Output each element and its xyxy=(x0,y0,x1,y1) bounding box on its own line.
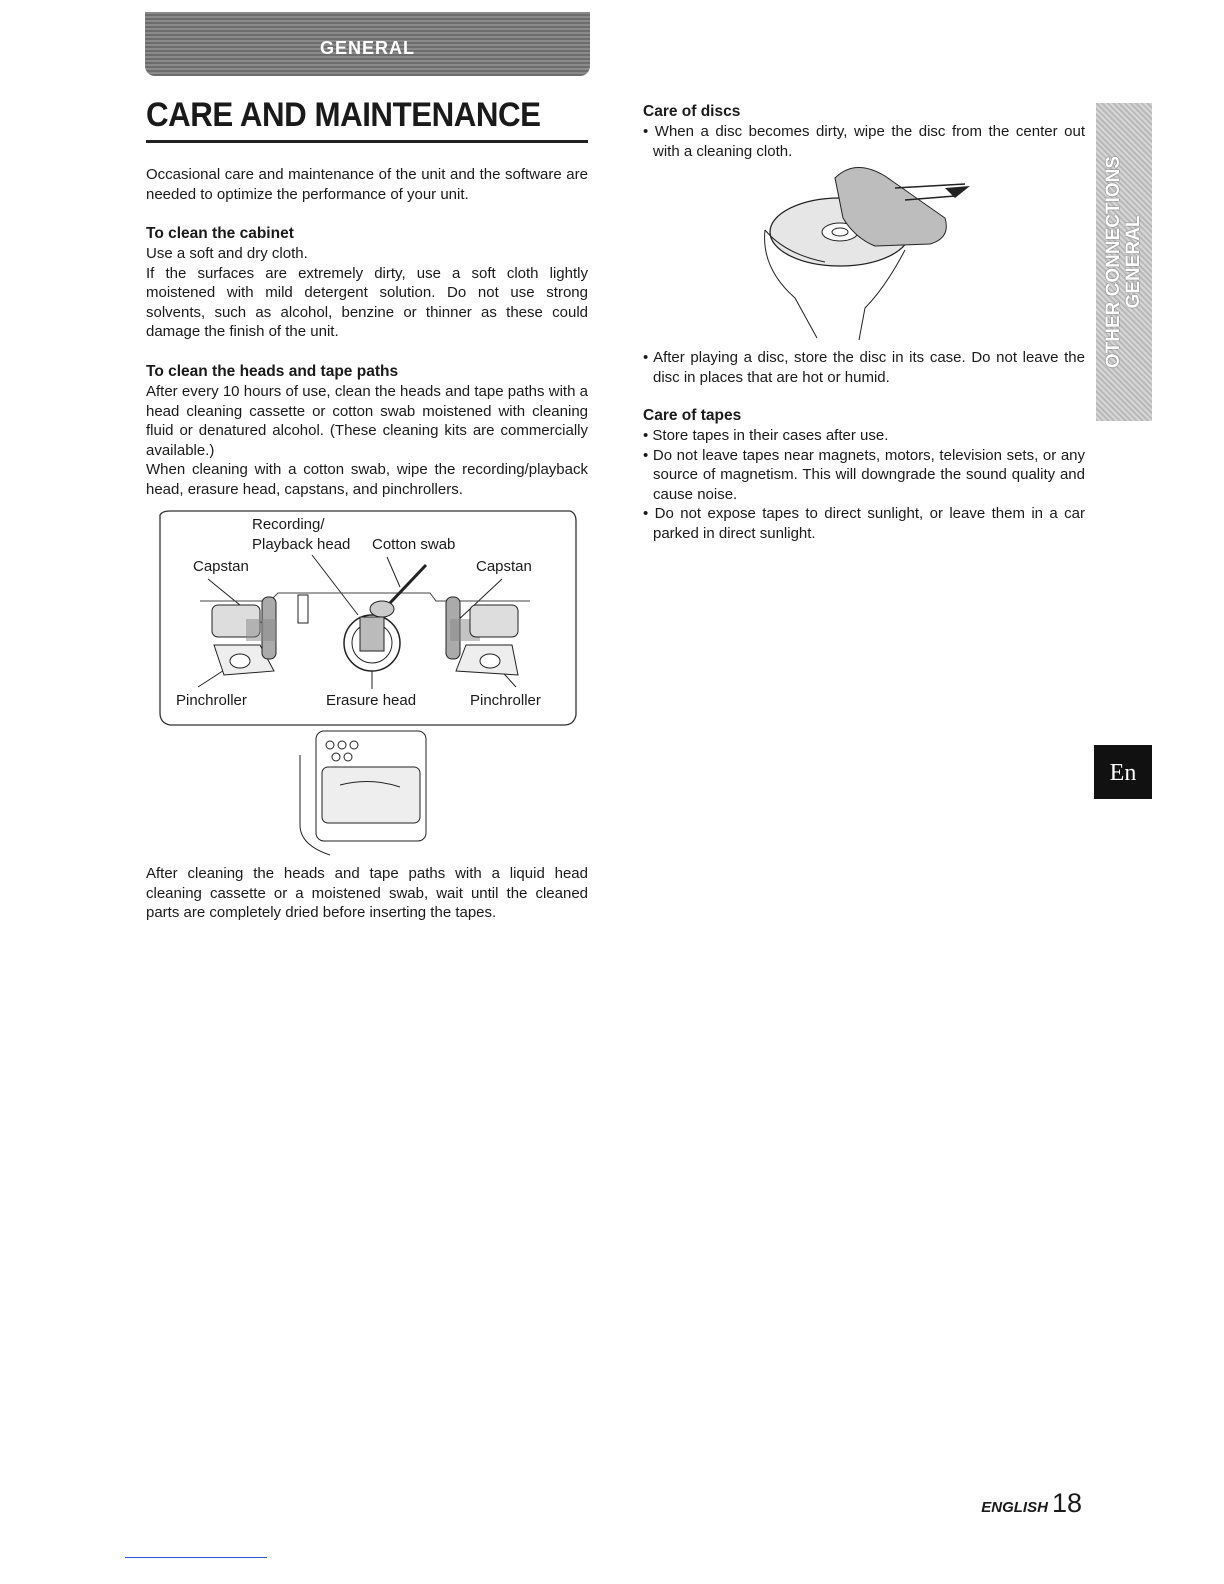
heads-text-2: When cleaning with a cotton swab, wipe the recording/playback head, erasure head, capstans, and pinchrollers. xyxy=(146,461,588,498)
label-erasure-head: Erasure head xyxy=(326,692,417,709)
label-pinchroller-right: Pinchroller xyxy=(470,692,541,709)
title-underline xyxy=(146,140,588,143)
discs-section xyxy=(643,102,1085,161)
language-badge: En xyxy=(1094,745,1152,799)
label-cotton-swab: Cotton swab xyxy=(372,536,456,553)
page-number: 18 xyxy=(1051,1488,1082,1518)
discs-bullet-2: • After playing a disc, store the disc in its case. Do not leave the disc in places that are hot or humid. xyxy=(643,349,1085,386)
cabinet-section xyxy=(146,224,588,342)
side-tab-labels xyxy=(1096,103,1152,421)
section-banner xyxy=(145,12,590,76)
heads-heading: To clean the heads and tape paths xyxy=(146,363,399,380)
disc-cleaning-illustration xyxy=(755,158,980,343)
tape-head-diagram xyxy=(150,505,590,865)
cabinet-text-2: If the surfaces are extremely dirty, use a soft cloth lightly moistened with mild detergent solution. Do not use strong solvents, such as alcohol, benzine or thinner as these could damage the finish of the unit. xyxy=(146,264,588,341)
section-label: GENERAL xyxy=(319,38,415,58)
footer-language: ENGLISH xyxy=(981,1499,1048,1516)
cabinet-text-1: Use a soft and dry cloth. xyxy=(146,245,308,262)
label-capstan-left: Capstan xyxy=(193,558,249,575)
bottom-divider xyxy=(125,1557,267,1558)
intro-paragraph: Occasional care and maintenance of the unit and the software are needed to optimize the performance of your unit. xyxy=(146,166,588,203)
tapes-heading: Care of tapes xyxy=(643,407,742,424)
page-footer xyxy=(981,1488,1082,1519)
tapes-section xyxy=(643,406,1085,544)
discs-bullet-1: • When a disc becomes dirty, wipe the disc from the center out with a cleaning cloth. xyxy=(643,123,1085,160)
cabinet-heading: To clean the cabinet xyxy=(146,225,294,242)
page-title: CARE AND MAINTENANCE xyxy=(146,96,541,134)
label-capstan-right: Capstan xyxy=(476,558,532,575)
tapes-bullet-2: • Do not leave tapes near magnets, motors, television sets, or any source of magnetism. This will downgrade the sound quality and cause noise. xyxy=(643,446,1085,503)
side-tab-line-2: GENERAL xyxy=(1123,215,1144,309)
tapes-bullet-1: • Store tapes in their cases after use. xyxy=(643,427,889,444)
side-tab-line-1: OTHER CONNECTIONS xyxy=(1103,155,1124,369)
label-pinchroller-left: Pinchroller xyxy=(176,692,247,709)
label-playback-head: Playback head xyxy=(252,536,351,553)
heads-section xyxy=(146,362,588,500)
heads-text-1: After every 10 hours of use, clean the heads and tape paths with a head cleaning cassette or cotton swab moistened with cleaning fluid or denatured alcohol. (These cleaning kits are commercially available.) xyxy=(146,383,588,459)
label-recording: Recording/ xyxy=(252,516,325,533)
discs-heading: Care of discs xyxy=(643,103,741,120)
tapes-bullet-3: • Do not expose tapes to direct sunlight, or leave them in a car parked in direct sunlight. xyxy=(643,505,1085,542)
after-cleaning-paragraph: After cleaning the heads and tape paths with a liquid head cleaning cassette or a moistened swab, wait until the cleaned parts are completely dried before inserting the tapes. xyxy=(146,865,588,922)
discs-after-section xyxy=(643,348,1085,387)
